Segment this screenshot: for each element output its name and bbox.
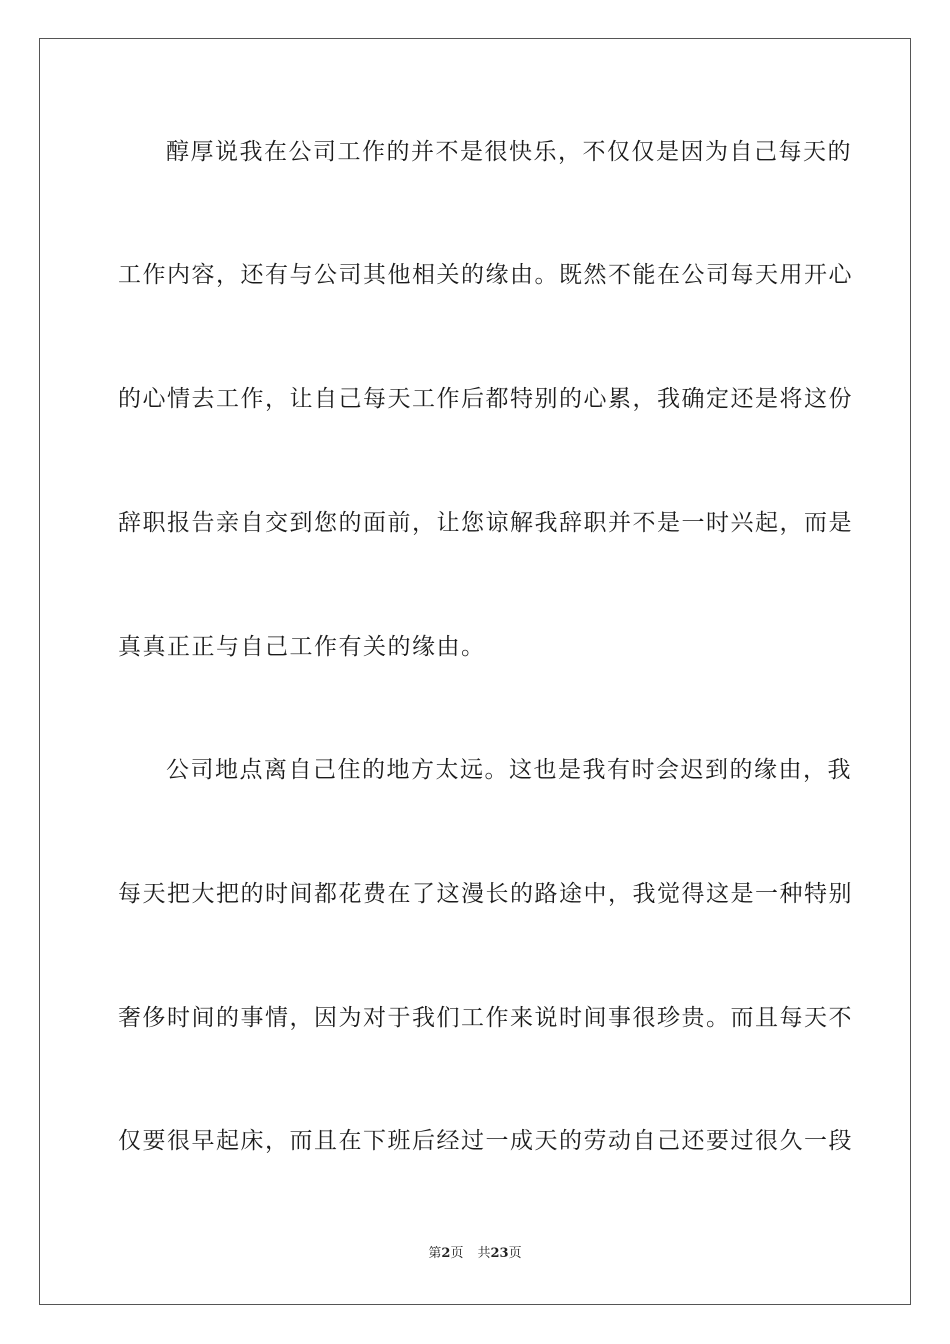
paragraph-1-line-4: 辞职报告亲自交到您的面前，让您谅解我辞职并不是一时兴起，而是	[118, 510, 853, 536]
paragraph-1-line-1: 醇厚说我在公司工作的并不是很快乐，不仅仅是因为自己每天的	[166, 139, 852, 165]
paragraph-1-line-5: 真真正正与自己工作有关的缘由。	[118, 634, 486, 660]
total-prefix: 共	[477, 1246, 491, 1261]
page-footer	[0, 1246, 950, 1262]
page-total: 23	[490, 1246, 509, 1261]
paragraph-2-line-2: 每天把大把的时间都花费在了这漫长的路途中，我觉得这是一种特别	[118, 881, 853, 907]
paragraph-2-line-1: 公司地点离自己住的地方太远。这也是我有时会迟到的缘由，我	[166, 757, 852, 783]
page-border	[39, 38, 911, 1305]
page-number: 2	[441, 1246, 451, 1261]
paragraph-2-line-3: 奢侈时间的事情，因为对于我们工作来说时间事很珍贵。而且每天不	[118, 1005, 853, 1031]
page-suffix: 页	[450, 1246, 464, 1261]
page-prefix: 第	[428, 1246, 442, 1261]
paragraph-2-line-4: 仅要很早起床，而且在下班后经过一成天的劳动自己还要过很久一段	[118, 1128, 853, 1154]
total-suffix: 页	[508, 1246, 522, 1261]
paragraph-1-line-2: 工作内容，还有与公司其他相关的缘由。既然不能在公司每天用开心	[118, 262, 853, 288]
paragraph-1-line-3: 的心情去工作，让自己每天工作后都特别的心累，我确定还是将这份	[118, 386, 853, 412]
